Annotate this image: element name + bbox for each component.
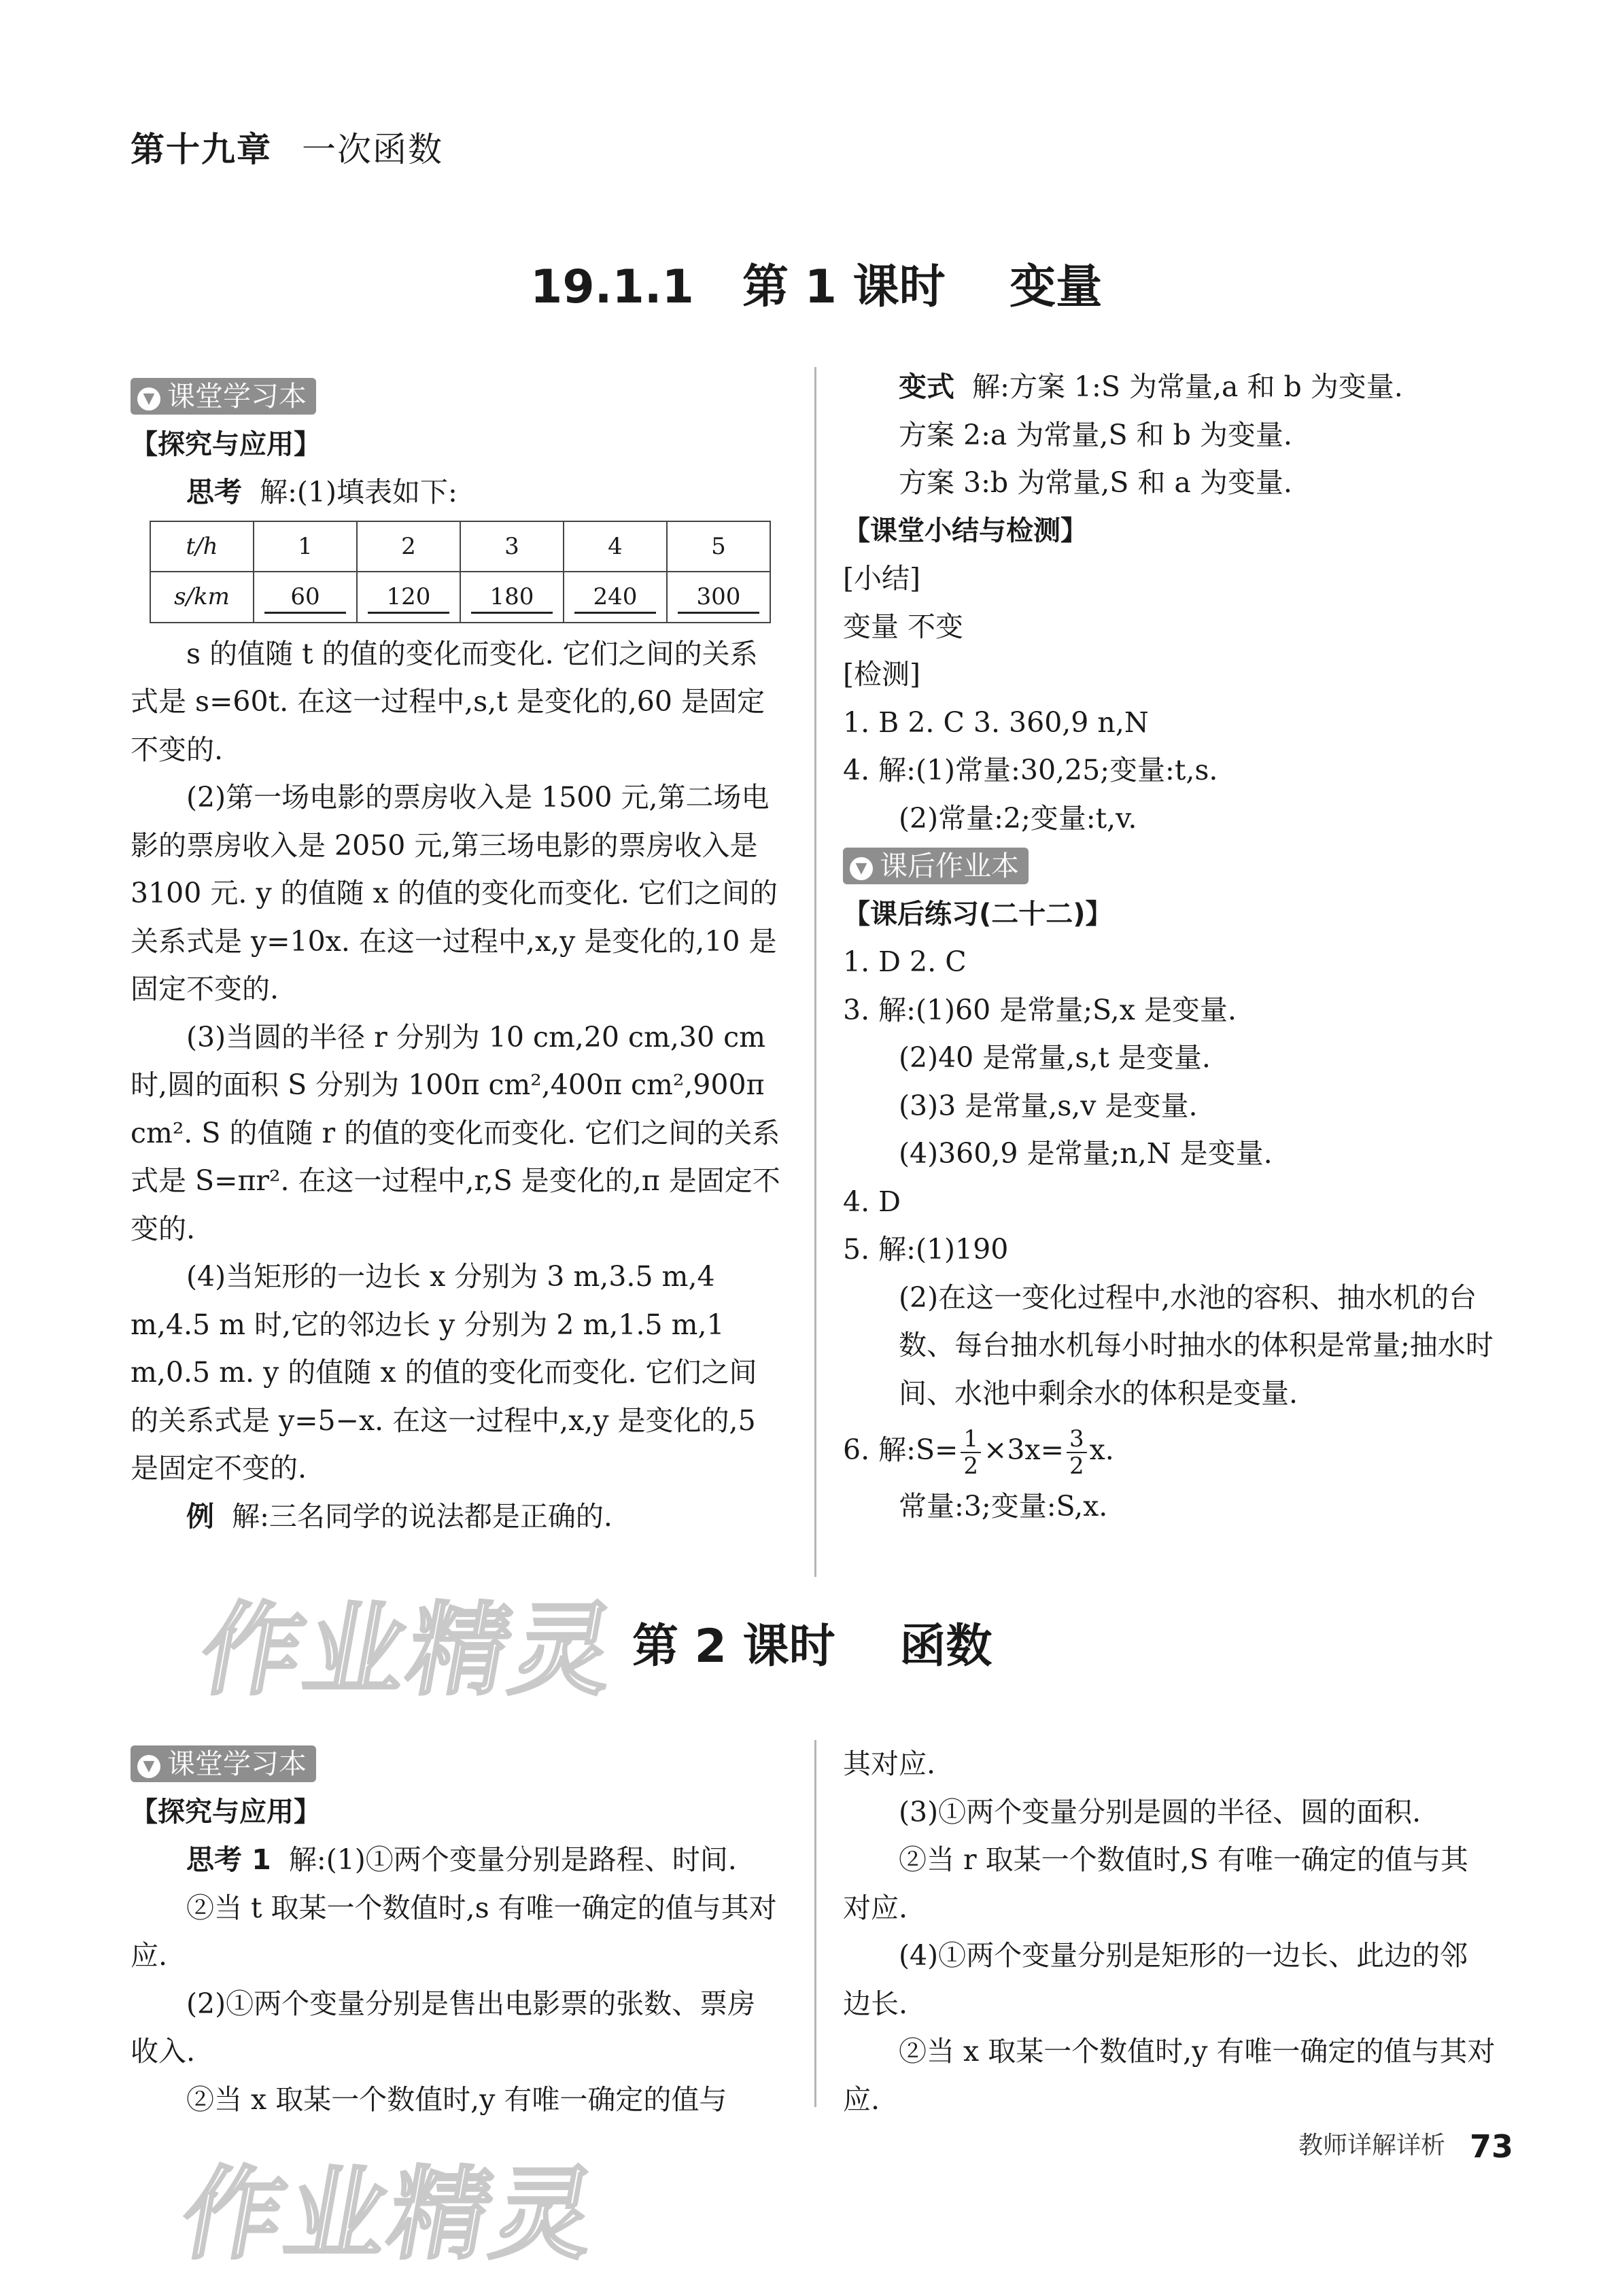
homework-heading: 【课后练习(二十二)】 xyxy=(843,898,1113,930)
chapter-number: 第十九章 xyxy=(131,130,272,169)
answer-paragraph: (2)①两个变量分别是售出电影票的张数、票房收入. xyxy=(131,1987,756,2068)
lesson1-left-column xyxy=(131,372,783,1540)
hw-paragraph: (2)在这一变化过程中,水池的容积、抽水机的台数、每台抽水机每小时抽水的体积是常量;抽水时间、水池中剩余水的体积是变量. xyxy=(899,1281,1494,1410)
section-heading: 【探究与应用】 xyxy=(131,428,321,460)
hw-line: 4. D xyxy=(843,1185,901,1218)
summary-text: 变量 不变 xyxy=(843,610,964,643)
hw-line: 3. 解:(1)60 是常量;S,x 是变量. xyxy=(843,993,1237,1026)
q6-line: 6. 解:S= $\frac{1}{2}$ ×3x= $\frac{3}{2}$ x. xyxy=(843,1425,1114,1480)
answer-paragraph: (3)当圆的半径 r 分别为 10 cm,20 cm,30 cm 时,圆的面积 S 分别为 100π cm²,400π cm²,900π cm². S 的值随 r 的值的变化而变化. 它们之间的关系式是 S=πr². 在这一过程中,r,S 是变化的,π 是固定不变的. xyxy=(131,1020,780,1245)
table-row: s/km 60 120 180 240 300 xyxy=(150,572,770,623)
example-line: 例 解:三名同学的说法都是正确的. xyxy=(186,1499,612,1533)
chapter-title: 一次函数 xyxy=(302,130,443,169)
lesson2-left-column xyxy=(131,1740,783,2123)
answer-paragraph: (3)①两个变量分别是圆的半径、圆的面积. xyxy=(899,1795,1421,1828)
data-table xyxy=(150,521,771,623)
section-tag: ▼ 课后作业本 xyxy=(843,848,1029,884)
lesson1-right-column xyxy=(843,363,1496,1531)
variant-line: 变式 解:方案 1:S 为常量,a 和 b 为变量. xyxy=(899,370,1403,403)
answer-paragraph: s 的值随 t 的值的变化而变化. 它们之间的关系式是 s=60t. 在这一过程中,s,t 是变化的,60 是固定不变的. xyxy=(131,637,765,766)
section-tag: ▼ 课堂学习本 xyxy=(131,1745,316,1782)
page-footer xyxy=(1298,2126,1513,2165)
answer-paragraph: ②当 t 取某一个数值时,s 有唯一确定的值与其对应. xyxy=(131,1891,777,1972)
hw-line: (3)3 是常量,s,v 是变量. xyxy=(899,1089,1198,1122)
column-divider xyxy=(814,1740,816,2107)
variant-line: 方案 3:b 为常量,S 和 a 为变量. xyxy=(899,466,1292,499)
hw-line: (4)360,9 是常量;n,N 是变量. xyxy=(899,1137,1273,1170)
watermark: 作业精灵 xyxy=(173,2156,608,2273)
answer-paragraph: ②当 x 取某一个数值时,y 有唯一确定的值与 xyxy=(186,2083,727,2116)
watermark: 作业精灵 xyxy=(192,1592,627,1709)
answer-paragraph: ②当 x 取某一个数值时,y 有唯一确定的值与其对应. xyxy=(843,2035,1496,2116)
test-label: [检测] xyxy=(843,658,920,691)
summary-heading: 【课堂小结与检测】 xyxy=(843,515,1088,546)
q6-line: 常量:3;变量:S,x. xyxy=(899,1490,1108,1523)
lesson1-title: 19.1.1 第 1 课时 变量 xyxy=(530,260,1103,314)
chevron-down-icon: ▼ xyxy=(137,387,160,411)
test-line: (2)常量:2;变量:t,v. xyxy=(899,801,1137,835)
answer-paragraph: (4)①两个变量分别是矩形的一边长、此边的邻边长. xyxy=(843,1939,1468,2020)
hw-line: (2)40 是常量,s,t 是变量. xyxy=(899,1041,1211,1074)
think-line: 思考 解:(1)填表如下: xyxy=(186,476,458,508)
chapter-header xyxy=(131,122,443,171)
section-tag: ▼ 课堂学习本 xyxy=(131,378,316,415)
variant-line: 方案 2:a 为常量,S 和 b 为变量. xyxy=(899,418,1292,451)
chevron-down-icon: ▼ xyxy=(137,1755,160,1778)
test-line: 4. 解:(1)常量:30,25;变量:t,s. xyxy=(843,754,1218,786)
footer-label: 教师详解详析 xyxy=(1298,2132,1445,2159)
chevron-down-icon: ▼ xyxy=(850,857,873,880)
page-number: 73 xyxy=(1469,2128,1513,2165)
answer-paragraph: ②当 r 取某一个数值时,S 有唯一确定的值与其对应. xyxy=(843,1843,1468,1924)
answer-paragraph: (2)第一场电影的票房收入是 1500 元,第二场电影的票房收入是 2050 元,第三场电影的票房收入是 3100 元. y 的值随 x 的值的变化而变化. 它们之间的关系式是 y=10x. 在这一过程中,x,y 是变化的,10 是固定不变的. xyxy=(131,781,778,1005)
section-heading: 【探究与应用】 xyxy=(131,1796,321,1828)
fraction: $\frac{3}{2}$ xyxy=(1067,1426,1087,1479)
hw-line: 5. 解:(1)190 xyxy=(843,1233,1009,1266)
fraction: $\frac{1}{2}$ xyxy=(961,1426,981,1479)
answer-paragraph: 其对应. xyxy=(843,1747,936,1780)
answer-paragraph: (4)当矩形的一边长 x 分别为 3 m,3.5 m,4 m,4.5 m 时,它的邻边长 y 分别为 2 m,1.5 m,1 m,0.5 m. y 的值随 x 的值的变化而变化. 它们之间的关系式是 y=5−x. 在这一过程中,x,y 是变化的,5 是固定不变的. xyxy=(131,1260,757,1484)
hw-line: 1. D 2. C xyxy=(843,945,967,978)
lesson2-title: 第 2 课时 函数 xyxy=(632,1620,993,1673)
table-row: t/h 1 2 3 4 5 xyxy=(150,521,770,572)
summary-label: [小结] xyxy=(843,562,920,595)
column-divider xyxy=(814,367,816,1577)
lesson2-right-column xyxy=(843,1740,1496,2123)
think-line: 思考 1 解:(1)①两个变量分别是路程、时间. xyxy=(186,1843,737,1876)
test-line: 1. B 2. C 3. 360,9 n,N xyxy=(843,706,1149,739)
